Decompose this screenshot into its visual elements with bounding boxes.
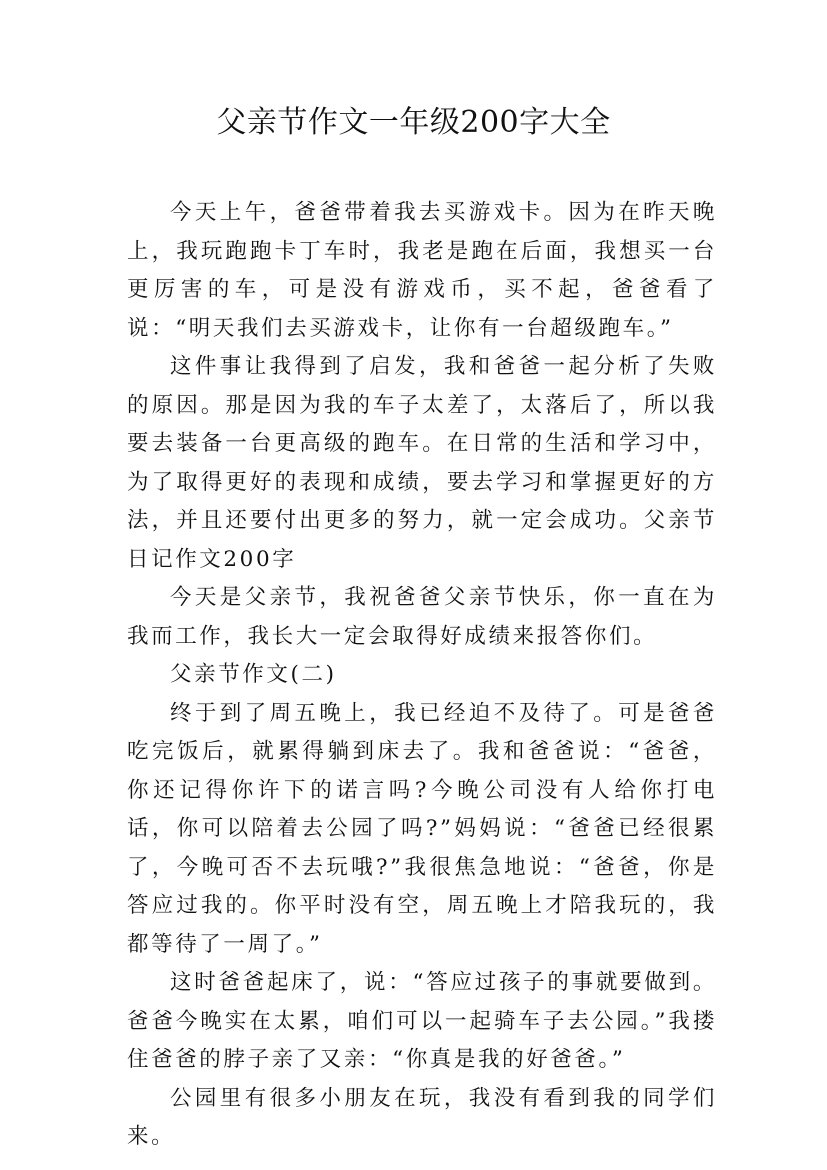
paragraph-6: 公园里有很多小朋友在玩，我没有看到我的同学们来。 <box>127 1085 717 1149</box>
section-heading: 父亲节作文(二) <box>170 662 337 687</box>
document-title: 父亲节作文一年级200字大全 <box>216 105 611 140</box>
paragraph-3: 今天是父亲节，我祝爸爸父亲节快乐，你一直在为我而工作，我长大一定会取得好成绩来报答你们。 <box>127 585 717 649</box>
paragraph-2: 这件事让我得到了启发，我和爸爸一起分析了失败的原因。那是因为我的车子太差了，太落后了，所以我要去装备一台更高级的跑车。在日常的生活和学习中，为了取得更好的表现和成绩，要去学习和掌握更好的方法，并且还要付出更多的努力，就一定会成功。父亲节日记作文200字 <box>127 354 717 572</box>
paragraph-1: 今天上午，爸爸带着我去买游戏卡。因为在昨天晚上，我玩跑跑卡丁车时，我老是跑在后面，我想买一台更厉害的车，可是没有游戏币，买不起，爸爸看了说：“明天我们去买游戏卡，让你有一台超级跑车。” <box>127 200 717 341</box>
paragraph-4: 终于到了周五晚上，我已经迫不及待了。可是爸爸吃完饭后，就累得躺到床去了。我和爸爸说：“爸爸，你还记得你许下的诺言吗?今晚公司没有人给你打电话，你可以陪着去公园了吗?”妈妈说：“爸爸已经很累了，今晚可否不去玩哦?”我很焦急地说：“爸爸，你是答应过我的。你平时没有空，周五晚上才陪我玩的，我都等待了一周了。” <box>127 700 717 957</box>
document-body <box>127 194 717 1157</box>
paragraph-5: 这时爸爸起床了，说：“答应过孩子的事就要做到。爸爸今晚实在太累，咱们可以一起骑车子去公园。”我搂住爸爸的脖子亲了又亲：“你真是我的好爸爸。” <box>127 970 717 1072</box>
